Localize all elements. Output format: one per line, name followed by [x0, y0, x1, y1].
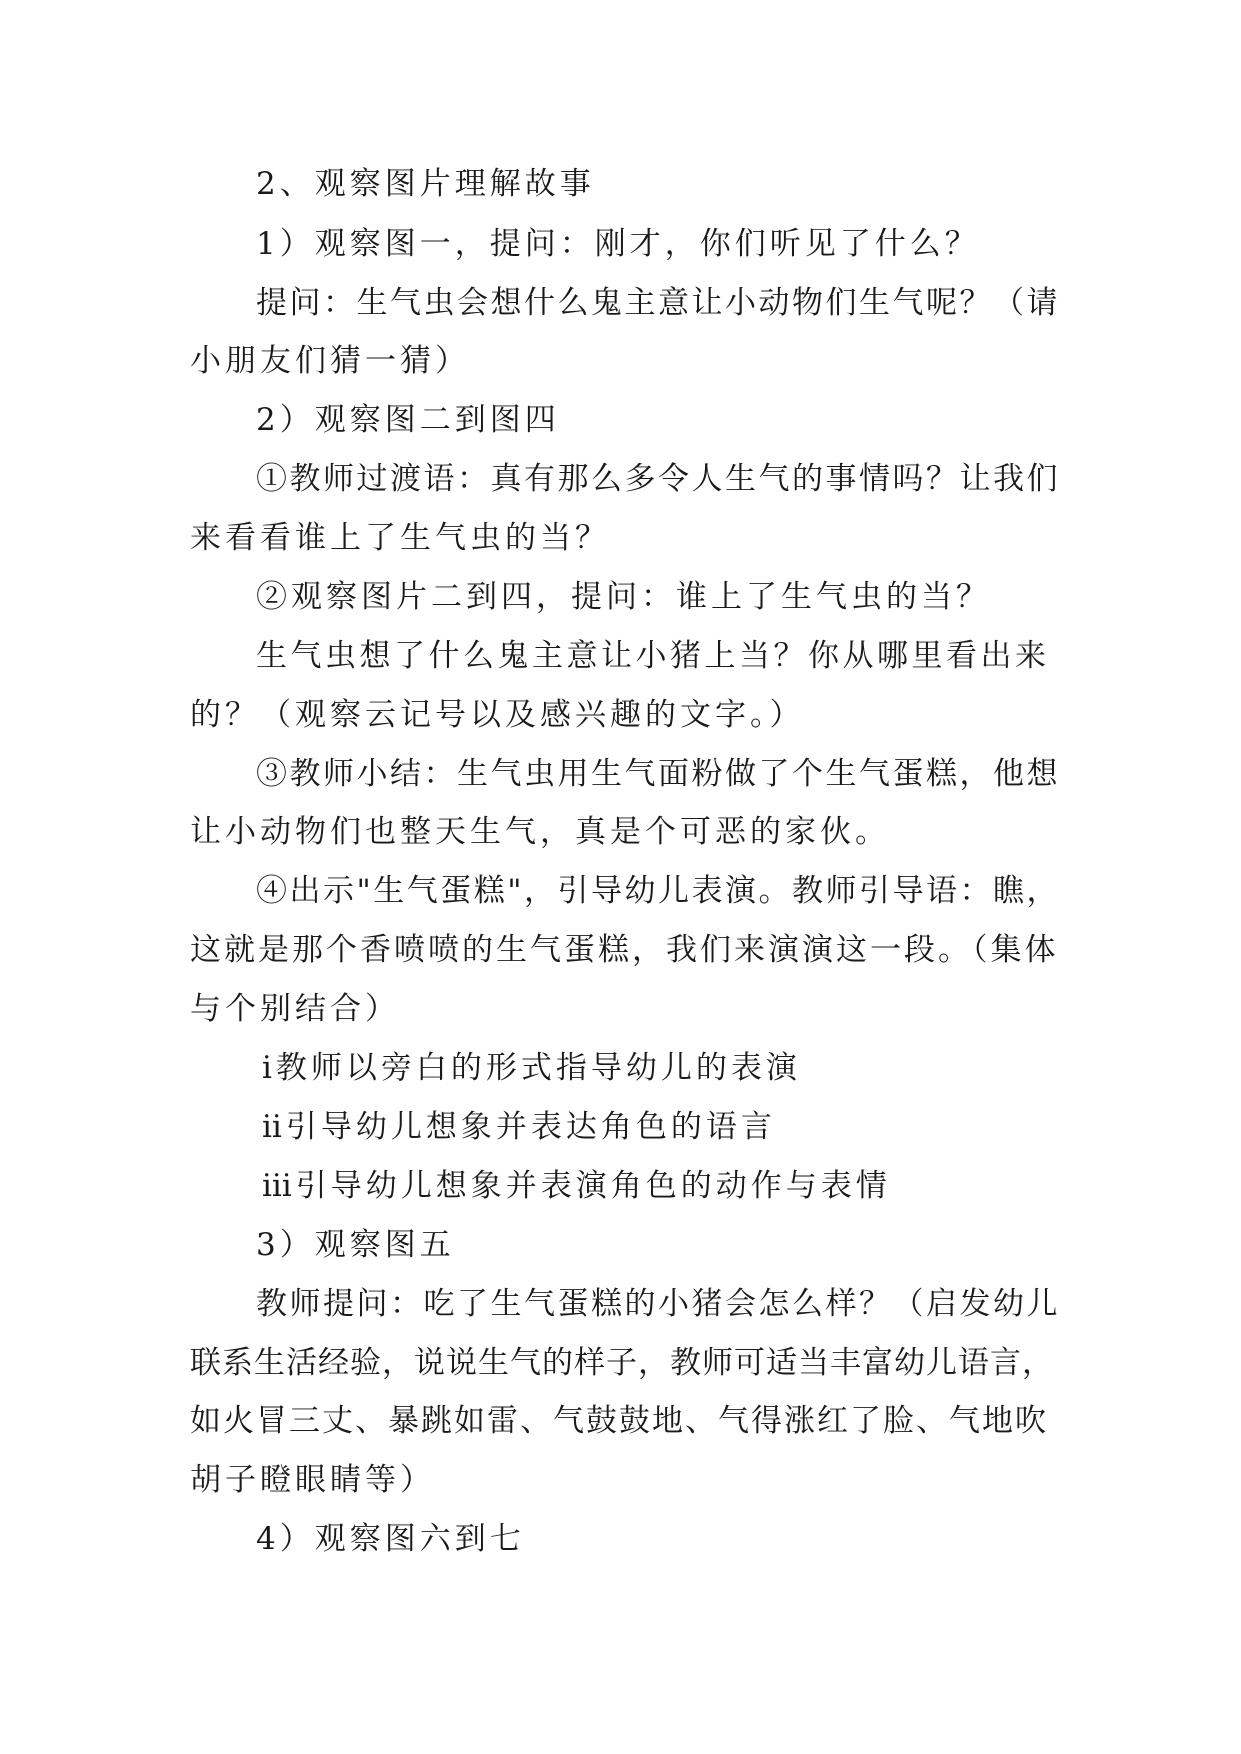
- step-4-heading: 4）观察图六到七: [256, 1521, 525, 1557]
- paragraph-line: 如火冒三丈、暴跳如雷、气鼓鼓地、气得涨红了脸、气地吹: [190, 1403, 1048, 1439]
- paragraph-line: ①教师过渡语：真有那么多令人生气的事情吗？让我们: [256, 461, 1060, 497]
- paragraph-line: ④出示"生气蛋糕"，引导幼儿表演。教师引导语：瞧，: [256, 873, 1061, 909]
- paragraph-line: 胡子瞪眼睛等）: [190, 1462, 435, 1498]
- paragraph-line: 这就是那个香喷喷的生气蛋糕，我们来演演这一段。（集体: [190, 932, 1059, 968]
- sub-item-ii: ⅱ引导幼儿想象并表达角色的语言: [262, 1109, 776, 1145]
- paragraph-line: 教师提问：吃了生气蛋糕的小猪会怎么样？（启发幼儿: [256, 1286, 1060, 1322]
- sub-item-i: ⅰ教师以旁白的形式指导幼儿的表演: [262, 1050, 801, 1086]
- step-1-question: 1）观察图一，提问：刚才，你们听见了什么？: [256, 226, 980, 262]
- step-3-heading: 3）观察图五: [256, 1227, 455, 1263]
- paragraph-line: 提问：生气虫会想什么鬼主意让小动物们生气呢？（请: [256, 285, 1060, 321]
- paragraph-line: 与个别结合）: [190, 991, 400, 1027]
- paragraph-line: 让小动物们也整天生气，真是个可恶的家伙。: [190, 814, 890, 850]
- step-2-heading: 2）观察图二到图四: [256, 402, 560, 438]
- paragraph-line: ②观察图片二到四，提问：谁上了生气虫的当？: [256, 579, 991, 615]
- paragraph-line: 联系生活经验，说说生气的样子，教师可适当丰富幼儿语言，: [190, 1345, 1054, 1381]
- paragraph-line: 生气虫想了什么鬼主意让小猪上当？你从哪里看出来: [256, 638, 1050, 674]
- sub-item-iii: ⅲ引导幼儿想象并表演角色的动作与表情: [262, 1168, 891, 1204]
- paragraph-line: ③教师小结：生气虫用生气面粉做了个生气蛋糕，他想: [256, 756, 1060, 792]
- paragraph-line: 来看看谁上了生气虫的当？: [190, 520, 610, 556]
- paragraph-line: 小朋友们猜一猜）: [190, 343, 470, 379]
- paragraph-line: 的？（观察云记号以及感兴趣的文字。）: [190, 697, 805, 733]
- section-heading: 2、观察图片理解故事: [256, 166, 595, 202]
